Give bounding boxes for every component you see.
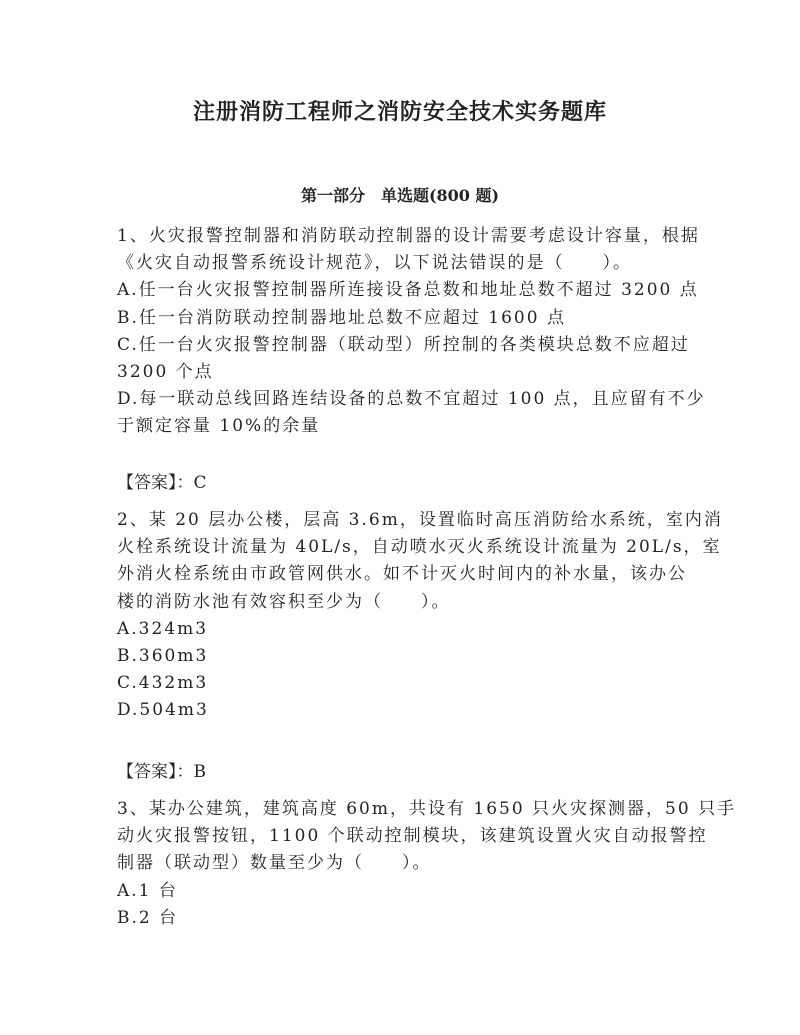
question-stem: 2、某 20 层办公楼，层高 3.6m，设置临时高压消防给水系统，室内消 [117, 510, 723, 530]
answer-1: 【答案】：C [117, 473, 207, 493]
question-stem: 1、火灾报警控制器和消防联动控制器的设计需要考虑设计容量，根据 [117, 226, 700, 246]
question-stem: 楼的消防水池有效容积至少为（ ）。 [117, 591, 451, 612]
question-stem: 外消火栓系统由市政管网供水。如不计灭火时间内的补水量，该办公 [117, 564, 687, 585]
option-b: B.2 台 [117, 907, 179, 928]
question-2 [117, 507, 723, 725]
option-c: C.432m3 [117, 673, 209, 694]
option-c: C.任一台火灾报警控制器（联动型）所控制的各类模块总数不应超过 [117, 334, 690, 355]
question-stem: 《火灾自动报警系统设计规范》，以下说法错误的是（ ）。 [117, 253, 632, 274]
question-1 [117, 223, 706, 441]
section-heading: 第一部分 单选题(800 题) [300, 186, 500, 205]
question-stem: 动火灾报警按钮，1100 个联动控制模块，该建筑设置火灾自动报警控 [117, 826, 708, 847]
option-d: D.504m3 [117, 700, 209, 721]
question-3 [117, 796, 737, 932]
question-stem: 3、某办公建筑，建筑高度 60m，共设有 1650 只火灾探测器，50 只手 [117, 799, 737, 819]
option-b: B.任一台消防联动控制器地址总数不应超过 1600 点 [117, 307, 566, 328]
document-title: 注册消防工程师之消防安全技术实务题库 [192, 99, 607, 125]
option-a: A.任一台火灾报警控制器所连接设备总数和地址总数不超过 3200 点 [117, 280, 699, 301]
option-a: A.1 台 [117, 880, 178, 901]
option-d: 于额定容量 10%的余量 [117, 416, 321, 437]
question-stem: 火栓系统设计流量为 40L/s，自动喷水灭火系统设计流量为 20L/s，室 [117, 537, 722, 558]
answer-2: 【答案】：B [117, 762, 206, 782]
option-c: 3200 个点 [117, 361, 214, 382]
option-b: B.360m3 [117, 645, 209, 666]
option-a: A.324m3 [117, 618, 209, 639]
option-d: D.每一联动总线回路连结设备的总数不宜超过 100 点，且应留有不少 [117, 389, 706, 410]
question-stem: 制器（联动型）数量至少为（ ）。 [117, 853, 432, 874]
